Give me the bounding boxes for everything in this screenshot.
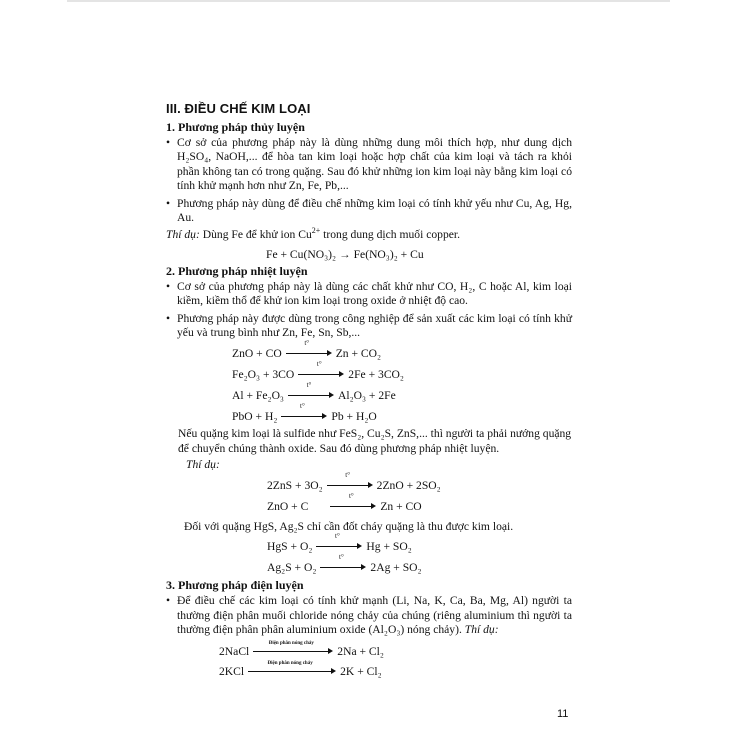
equation: 2KCl Điện phân nóng chảy 2K + Cl₂: [219, 661, 382, 679]
bullet-pyro-basis: • Cơ sở của phương pháp này là dùng các chất khử như CO, H₂, C hoặc Al, kim loại kiềm, kiềm thổ để khử ion kim loại trong oxide ở nhiệt độ cao.: [166, 280, 572, 309]
bullet-hydro-basis: • Cơ sở của phương pháp này là dùng những dung môi thích hợp, như dung dịch H₂SO₄, NaOH,... để hòa tan kim loại hoặc hợp chất của kim loại và tách ra khỏi phần không tan có trong quặng. Sau đó khử những ion kim loại này bằng kim loại có tính khử mạnh hơn như Zn, Fe, Pb,...: [166, 136, 572, 194]
reaction-arrow-icon: t°: [286, 349, 332, 357]
example-label: Thí dụ:: [186, 458, 220, 472]
reaction-arrow-icon: t°: [298, 370, 344, 378]
reaction-arrow-icon: t°: [330, 502, 376, 510]
section-title: III. ĐIỀU CHẾ KIM LOẠI: [166, 101, 311, 116]
textbook-page: [166, 101, 572, 681]
example-label: Thí dụ:: [464, 622, 499, 636]
equation: ZnO + C t° Zn + CO: [267, 491, 422, 513]
equation-fe-cu: Fe + Cu(NO₃)₂ → Fe(NO₃)₂ + Cu: [166, 245, 572, 264]
arrow-icon: →: [339, 247, 351, 261]
equation: 2NaCl Điện phân nóng chảy 2Na + Cl₂: [219, 641, 384, 659]
electrolysis-arrow-icon: Điện phân nóng chảy: [253, 647, 333, 655]
reaction-arrow-icon: t°: [327, 481, 373, 489]
reaction-arrow-icon: t°: [316, 542, 362, 550]
electrolysis-arrow-icon: Điện phân nóng chảy: [248, 667, 336, 675]
example-label: Thí dụ:: [166, 228, 200, 242]
subsection-title-hydro: 1. Phương pháp thủy luyện: [166, 120, 305, 134]
electro-equations: [166, 641, 572, 681]
reaction-arrow-icon: t°: [288, 391, 334, 399]
burn-note: Đối với quặng HgS, Ag₂S chỉ cần đốt cháy quặng là thu được kim loại.: [184, 519, 514, 533]
bullet-pyro-usage: • Phương pháp này được dùng trong công nghiệp để sản xuất các kim loại có tính khử yếu và trung bình như Zn, Fe, Sn, Sb,...: [166, 312, 572, 341]
example-hydro: Thí dụ: Dùng Fe để khử ion $Cu^{2+}$ trong dung dịch muối copper.: [166, 226, 461, 242]
equation: Fe₂O₃ + 3CO t° 2Fe + 3CO₂: [232, 360, 404, 382]
reaction-arrow-icon: t°: [281, 412, 327, 420]
sulfide-note: Nếu quặng kim loại là sulfide như FeS₂, Cu₂S, ZnS,... thì người ta phải nướng quặng để chuyển chúng thành oxide. Sau đó dùng phương pháp nhiệt luyện.: [178, 427, 572, 455]
page-number: 11: [557, 708, 569, 720]
reaction-arrow-icon: t°: [320, 563, 366, 571]
burn-equations: [166, 532, 572, 578]
subsection-title-pyro: 2. Phương pháp nhiệt luyện: [166, 263, 308, 278]
top-border: [67, 0, 670, 2]
bullet-electro: • Để điều chế các kim loại có tính khử mạnh (Li, Na, K, Ca, Ba, Mg, Al) người ta thường điện phân muối chloride nóng chảy của chúng (riêng aluminium thì người ta thường điện phân phân aluminium oxide (Al₂O₃) nóng chảy). Thí dụ:: [166, 594, 572, 637]
equation: PbO + H₂ t° Pb + H₂O: [232, 402, 377, 424]
sulfide-equations: [166, 470, 572, 517]
equation: Ag₂S + O₂ t° 2Ag + SO₂: [267, 553, 422, 575]
bullet-hydro-usage: • Phương pháp này dùng để điều chế những kim loại có tính khử yếu như Cu, Ag, Hg, Au.: [166, 197, 572, 226]
equation: 2ZnS + 3O₂ t° 2ZnO + 2SO₂: [267, 470, 441, 492]
equation: HgS + O₂ t° Hg + SO₂: [267, 532, 412, 554]
pyro-equations: [166, 339, 572, 427]
equation: Al + Fe₂O₃ t° Al₂O₃ + 2Fe: [232, 381, 396, 403]
equation: ZnO + CO t° Zn + CO₂: [232, 339, 382, 361]
subsection-title-electro: 3. Phương pháp điện luyện: [166, 578, 304, 593]
